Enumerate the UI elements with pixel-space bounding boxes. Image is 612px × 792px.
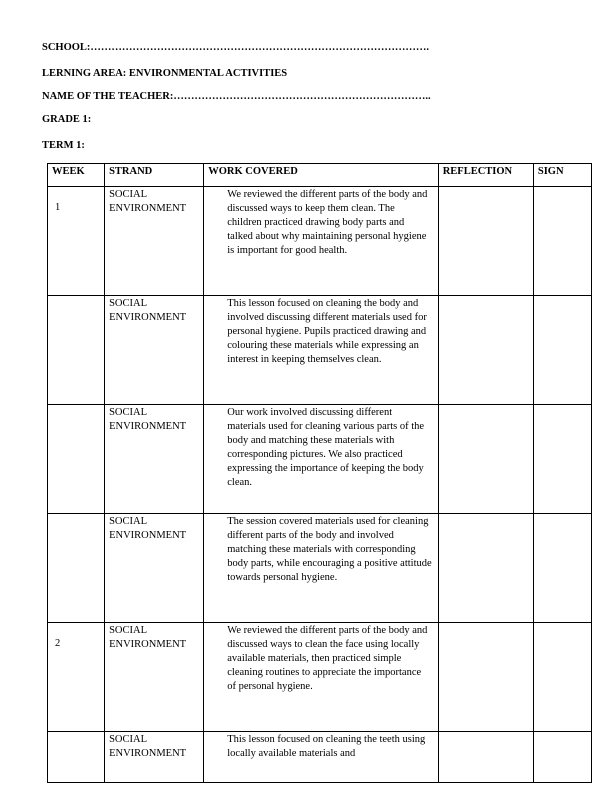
work-covered-cell: The session covered materials used for cleaning different parts of the body and involved matching these materials with corresponding body parts, while encouraging a positive attitude towards personal hygiene. [204, 514, 438, 623]
strand-cell: SOCIAL ENVIRONMENT [105, 296, 204, 405]
teacher-line: NAME OF THE TEACHER:……………………………………………………………….. [42, 91, 431, 102]
strand-cell: SOCIAL ENVIRONMENT [105, 732, 204, 783]
reflection-cell[interactable] [438, 405, 533, 514]
col-header-week: WEEK [48, 164, 105, 187]
col-header-sign: SIGN [533, 164, 591, 187]
week-cell: 1 [48, 187, 105, 296]
table-header-row [48, 164, 592, 187]
reflection-cell[interactable] [438, 732, 533, 783]
work-covered-table [47, 163, 592, 783]
table-row [48, 514, 592, 623]
sign-cell[interactable] [533, 732, 591, 783]
week-cell [48, 514, 105, 623]
sign-cell[interactable] [533, 296, 591, 405]
school-line: SCHOOL:……………………………………………………………………………………. [42, 42, 430, 53]
strand-cell: SOCIAL ENVIRONMENT [105, 623, 204, 732]
term-line: TERM 1: [42, 140, 85, 151]
work-covered-cell: We reviewed the different parts of the body and discussed ways to clean the face using locally available materials, then practiced simple cleaning routines to appreciate the importance of personal hygiene. [204, 623, 438, 732]
reflection-cell[interactable] [438, 296, 533, 405]
reflection-cell[interactable] [438, 187, 533, 296]
work-covered-cell: Our work involved discussing different materials used for cleaning various parts of the body and matching these materials with corresponding pictures. We also practiced expressing the importance of keeping the body clean. [204, 405, 438, 514]
learning-area-line: LERNING AREA: ENVIRONMENTAL ACTIVITIES [42, 68, 288, 79]
work-covered-cell: This lesson focused on cleaning the body and involved discussing different materials used for personal hygiene. Pupils practiced drawing and colouring these materials while expressing an interest in keeping themselves clean. [204, 296, 438, 405]
table-row [48, 732, 592, 783]
col-header-strand: STRAND [105, 164, 204, 187]
week-cell: 2 [48, 623, 105, 732]
table-row [48, 405, 592, 514]
reflection-cell[interactable] [438, 514, 533, 623]
grade-line: GRADE 1: [42, 114, 92, 125]
work-covered-cell: This lesson focused on cleaning the teeth using locally available materials and [204, 732, 438, 783]
reflection-cell[interactable] [438, 623, 533, 732]
strand-cell: SOCIAL ENVIRONMENT [105, 187, 204, 296]
sign-cell[interactable] [533, 405, 591, 514]
week-cell [48, 405, 105, 514]
table-row [48, 296, 592, 405]
col-header-work-covered: WORK COVERED [204, 164, 438, 187]
week-cell [48, 296, 105, 405]
sign-cell[interactable] [533, 623, 591, 732]
col-header-reflection: REFLECTION [438, 164, 533, 187]
strand-cell: SOCIAL ENVIRONMENT [105, 514, 204, 623]
sign-cell[interactable] [533, 187, 591, 296]
sign-cell[interactable] [533, 514, 591, 623]
strand-cell: SOCIAL ENVIRONMENT [105, 405, 204, 514]
table-row [48, 187, 592, 296]
work-covered-cell: We reviewed the different parts of the body and discussed ways to keep them clean. The children practiced drawing body parts and talked about why maintaining personal hygiene is important for good health. [204, 187, 438, 296]
week-cell [48, 732, 105, 783]
table-row [48, 623, 592, 732]
